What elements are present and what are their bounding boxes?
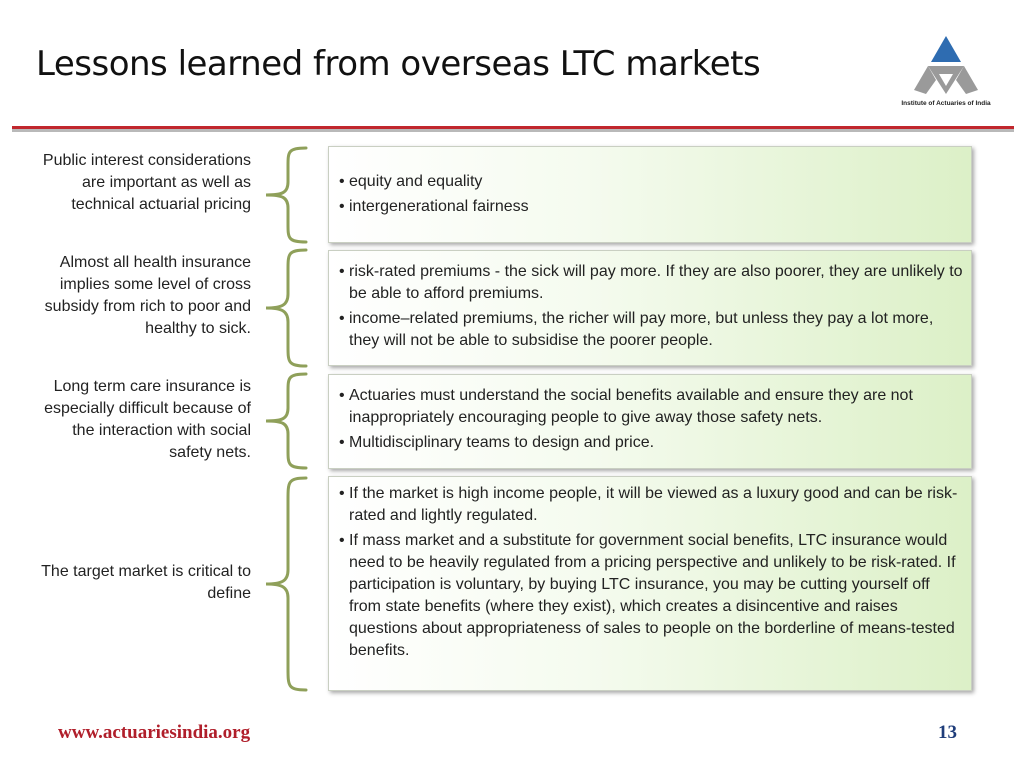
bullet-item: • income–related premiums, the richer will pay more, but unless they pay a lot more, they will not be able to subsidise the poorer people. [339,308,963,352]
curly-brace-icon [260,372,316,470]
footer-website-link[interactable]: www.actuariesindia.org [58,722,251,743]
lesson-label: Public interest considerations are important as well as technical actuarial pricing [42,152,251,213]
header-divider-grey [12,129,1014,132]
bullet-item: • Actuaries must understand the social benefits available and ensure they are not inappropriately encouraging people to give away those safety nets. [339,385,963,429]
page-title: Lessons learned from overseas LTC markets [36,44,761,84]
logo-caption: Institute of Actuaries of India [901,100,991,107]
curly-brace-icon [260,146,316,244]
bullet-item: • intergenerational fairness [339,196,963,218]
lesson-box [328,146,972,243]
lesson-box [328,374,972,469]
bullet-item: • If mass market and a substitute for government social benefits, LTC insurance would need to be heavily regulated from a pricing perspective and unlikely to be risk-rated. If participation is voluntary, by buying LTC insurance, you may be cutting yourself off from state benefits (where they exist), which creates a disincentive and raises questions about appropriateness of sales to people on the borderline of means-tested benefits. [339,530,963,662]
curly-brace-icon [260,248,316,368]
lesson-label: Long term care insurance is especially difficult because of the interaction with social safety nets. [44,378,251,461]
bullet-item: • Multidisciplinary teams to design and price. [339,432,963,454]
institute-logo [898,34,994,112]
lesson-label: Almost all health insurance implies some level of cross subsidy from rich to poor and healthy to sick. [44,254,251,337]
curly-brace-icon [260,476,316,692]
bullet-item: • If the market is high income people, it will be viewed as a luxury good and can be risk-rated and lightly regulated. [339,483,963,527]
bullet-item: • equity and equality [339,171,963,193]
lesson-box [328,250,972,366]
page-number: 13 [938,722,957,743]
lesson-box [328,476,972,691]
bullet-item: • risk-rated premiums - the sick will pay more. If they are also poorer, they are unlikely to be able to afford premiums. [339,261,963,305]
lesson-label: The target market is critical to define [41,563,251,602]
logo-emblem-icon [898,34,994,98]
